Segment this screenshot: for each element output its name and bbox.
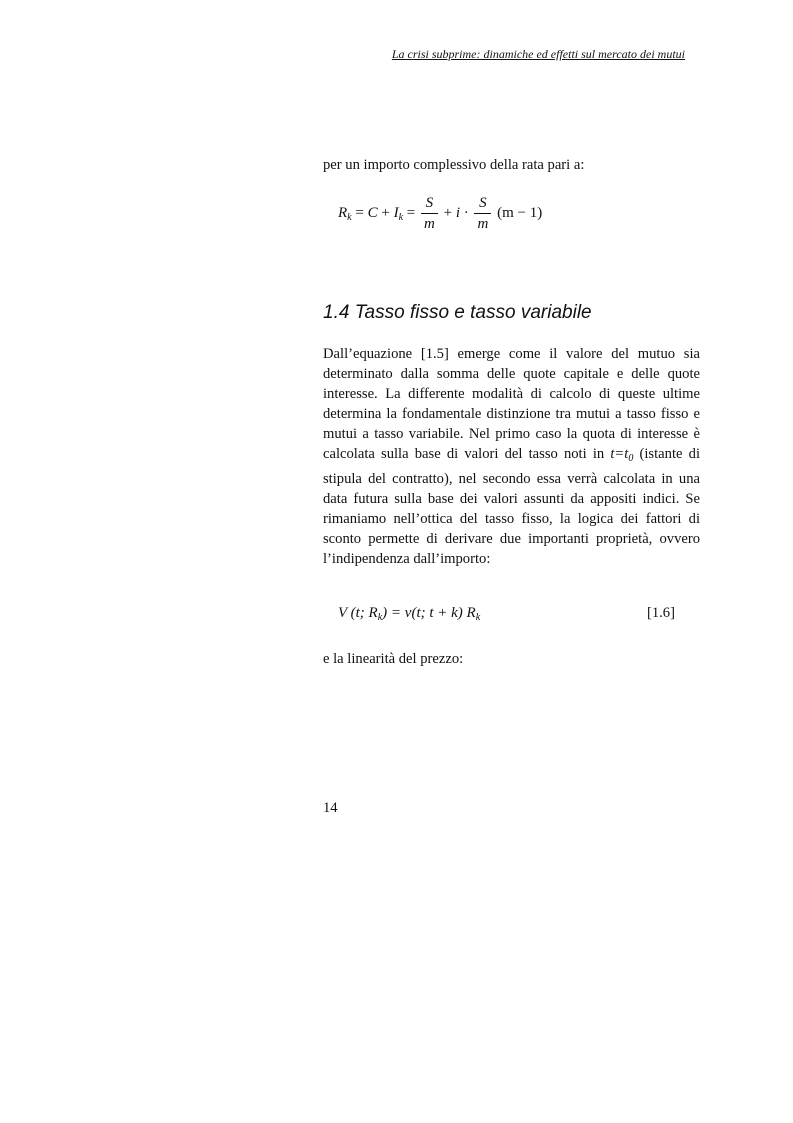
v-rhs-subscript: k: [475, 612, 481, 623]
dot-operator: ·: [463, 204, 469, 221]
fraction-s-over-m-1: $\frac{S}{m}$: [421, 193, 438, 234]
i-symbol: i: [455, 204, 460, 221]
t0-subscript: 0: [628, 453, 634, 464]
ik-subscript: k: [398, 211, 404, 223]
formula-rk: [338, 193, 542, 234]
equals-1: =: [355, 204, 364, 221]
t-equals-t0: t=t: [610, 446, 629, 462]
v-lhs-subscript: k: [377, 612, 383, 623]
fraction-s-over-m-2: $\frac{S}{m}$: [474, 193, 491, 234]
section-heading: 1.4 Tasso fisso e tasso variabile: [323, 302, 592, 323]
equation-number: [1.6]: [647, 605, 675, 621]
equals-2: =: [406, 204, 416, 221]
paragraph-part-2: (istante di stipula del contratto), nel secondo essa verrà calcolata in una data futura sulla base dei valori assunti da appositi indici. Se rimaniamo nell’ottica del tasso fisso, la logica dei fattori di sconto permette di derivare due importanti proprietà, ovvero l’indipendenza dall’importo:: [323, 446, 700, 567]
c-symbol: C: [367, 204, 378, 221]
paragraph-part-1: Dall’equazione [1.5] emerge come il valore del mutuo sia determinato dalla somma delle quote capitale e delle quote interesse. La differente modalità di calcolo di queste ultime determina la fondamentale distinzione tra mutui a tasso fisso e mutui a tasso variabile. Nel primo caso la quota di interesse è calcolata sulla base di valori del tasso noti in: [323, 346, 700, 462]
plus-2: +: [443, 204, 453, 221]
plus-1: +: [381, 204, 390, 221]
v-rhs: ) = v(t; t + k) R: [382, 605, 476, 621]
formula-v: [338, 605, 480, 623]
closing-text: e la linearità del prezzo:: [323, 651, 464, 667]
rk-subscript: k: [347, 211, 352, 223]
page-number: 14: [323, 800, 338, 816]
body-paragraph: [323, 344, 700, 569]
m-minus-one: (m − 1): [497, 204, 543, 221]
running-header: La crisi subprime: dinamiche ed effetti sul mercato dei mutui: [391, 47, 685, 61]
rk-symbol: R: [338, 204, 348, 221]
ik-symbol: I: [393, 204, 399, 221]
v-lhs: V (t; R: [338, 605, 378, 621]
intro-text: per un importo complessivo della rata pari a:: [323, 157, 585, 173]
